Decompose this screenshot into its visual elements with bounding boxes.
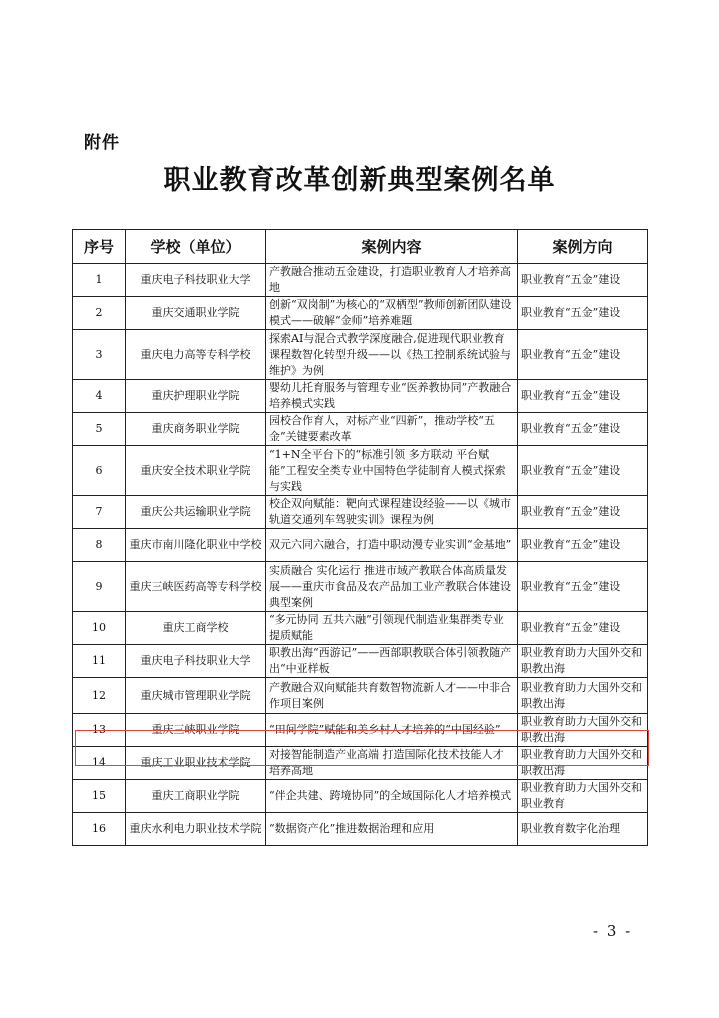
- table-row: [73, 297, 648, 330]
- row-number: 4: [73, 380, 126, 413]
- header-no: 序号: [73, 230, 126, 264]
- school-cell: 重庆城市管理职业学院: [126, 678, 266, 714]
- case-direction-cell: 职业教育“五金”建设: [518, 413, 648, 446]
- school-cell: 重庆工商学校: [126, 612, 266, 645]
- row-number: 14: [73, 747, 126, 780]
- case-direction-cell: 职业教育助力大国外交和职教出海: [518, 714, 648, 747]
- row-number: 16: [73, 813, 126, 846]
- school-cell: 重庆护理职业学院: [126, 380, 266, 413]
- row-number: 6: [73, 446, 126, 496]
- school-cell: 重庆市南川隆化职业中学校: [126, 529, 266, 562]
- attachment-label: 附件: [84, 133, 120, 153]
- school-cell: 重庆商务职业学院: [126, 413, 266, 446]
- case-direction-cell: 职业教育“五金”建设: [518, 264, 648, 297]
- school-cell: 重庆交通职业学院: [126, 297, 266, 330]
- table-row: [73, 562, 648, 612]
- case-content-cell: “数据资产化”推进数据治理和应用: [266, 813, 518, 846]
- case-content-cell: 探索AI与混合式教学深度融合,促进现代职业教育课程数智化转型升级——以《热工控制系统试验与维护》为例: [266, 330, 518, 380]
- row-number: 9: [73, 562, 126, 612]
- case-direction-cell: 职业教育“五金”建设: [518, 330, 648, 380]
- case-content-cell: 双元六同六融合，打造中职动漫专业实训“金基地”: [266, 529, 518, 562]
- case-direction-cell: 职业教育助力大国外交和职业教育: [518, 780, 648, 813]
- school-cell: 重庆安全技术职业学院: [126, 446, 266, 496]
- table-row: [73, 645, 648, 678]
- table-row: [73, 813, 648, 846]
- case-content-cell: 实质融合 实化运行 推进市域产教联合体高质量发展——重庆市食品及农产品加工业产教联合体建设典型案例: [266, 562, 518, 612]
- table-body: [73, 264, 648, 846]
- row-number: 2: [73, 297, 126, 330]
- school-cell: 重庆三峡医药高等专科学校: [126, 562, 266, 612]
- case-content-cell: “多元协同 五共六融”引领现代制造业集群类专业提质赋能: [266, 612, 518, 645]
- table-row: [73, 747, 648, 780]
- row-number: 7: [73, 496, 126, 529]
- row-number: 8: [73, 529, 126, 562]
- table-row: [73, 714, 648, 747]
- row-number: 13: [73, 714, 126, 747]
- case-content-cell: 创新“双岗制”为核心的“双栖型”教师创新团队建设模式——破解“金师”培养难题: [266, 297, 518, 330]
- school-cell: 重庆电力高等专科学校: [126, 330, 266, 380]
- case-content-cell: 园校合作育人，对标产业“四新”，推动学校“五金”关键要素改革: [266, 413, 518, 446]
- case-direction-cell: 职业教育“五金”建设: [518, 297, 648, 330]
- case-list-table: [72, 229, 648, 846]
- table-row: [73, 529, 648, 562]
- table-row: [73, 780, 648, 813]
- row-number: 5: [73, 413, 126, 446]
- case-direction-cell: 职业教育“五金”建设: [518, 529, 648, 562]
- school-cell: 重庆电子科技职业大学: [126, 264, 266, 297]
- table-header-row: [73, 230, 648, 264]
- table-row: [73, 678, 648, 714]
- case-direction-cell: 职业教育“五金”建设: [518, 496, 648, 529]
- case-content-cell: 婴幼儿托育服务与管理专业“医养教协同”产教融合培养模式实践: [266, 380, 518, 413]
- table-row: [73, 446, 648, 496]
- case-content-cell: “1+N全平台下的“标准引领 多方联动 平台赋能”工程安全类专业中国特色学徒制育人模式探索与实践: [266, 446, 518, 496]
- table-row: [73, 612, 648, 645]
- case-content-cell: 产教融合推动五金建设，打造职业教育人才培养高地: [266, 264, 518, 297]
- case-direction-cell: 职业教育助力大国外交和职教出海: [518, 645, 648, 678]
- header-content: 案例内容: [266, 230, 518, 264]
- table-row: [73, 413, 648, 446]
- case-direction-cell: 职业教育助力大国外交和职教出海: [518, 678, 648, 714]
- row-number: 11: [73, 645, 126, 678]
- case-direction-cell: 职业教育“五金”建设: [518, 380, 648, 413]
- school-cell: 重庆电子科技职业大学: [126, 645, 266, 678]
- school-cell: 重庆水利电力职业技术学院: [126, 813, 266, 846]
- page-number: - 3 -: [593, 922, 633, 940]
- school-cell: 重庆公共运输职业学院: [126, 496, 266, 529]
- school-cell: 重庆三峡职业学院: [126, 714, 266, 747]
- row-number: 15: [73, 780, 126, 813]
- case-content-cell: 校企双向赋能：靶向式课程建设经验——以《城市轨道交通列车驾驶实训》课程为例: [266, 496, 518, 529]
- header-direction: 案例方向: [518, 230, 648, 264]
- case-content-cell: “田间学院”赋能和美乡村人才培养的“中国经验”: [266, 714, 518, 747]
- table-row: [73, 330, 648, 380]
- case-direction-cell: 职业教育数字化治理: [518, 813, 648, 846]
- row-number: 10: [73, 612, 126, 645]
- row-number: 3: [73, 330, 126, 380]
- case-direction-cell: 职业教育“五金”建设: [518, 612, 648, 645]
- school-cell: 重庆工商职业学院: [126, 780, 266, 813]
- case-content-cell: 职教出海“西游记”——西部职教联合体引领教随产出“中亚样板: [266, 645, 518, 678]
- case-content-cell: “伴企共建、跨境协同”的全域国际化人才培养模式: [266, 780, 518, 813]
- case-direction-cell: 职业教育“五金”建设: [518, 562, 648, 612]
- table-row: [73, 264, 648, 297]
- table-row: [73, 496, 648, 529]
- case-content-cell: 产教融合双向赋能共育数智物流新人才——中非合作项目案例: [266, 678, 518, 714]
- case-content-cell: 对接智能制造产业高端 打造国际化技术技能人才培养高地: [266, 747, 518, 780]
- case-direction-cell: 职业教育助力大国外交和职教出海: [518, 747, 648, 780]
- table-row: [73, 380, 648, 413]
- header-school: 学校（单位）: [126, 230, 266, 264]
- school-cell: 重庆工业职业技术学院: [126, 747, 266, 780]
- row-number: 12: [73, 678, 126, 714]
- row-number: 1: [73, 264, 126, 297]
- case-direction-cell: 职业教育“五金”建设: [518, 446, 648, 496]
- page-title: 职业教育改革创新典型案例名单: [163, 165, 556, 196]
